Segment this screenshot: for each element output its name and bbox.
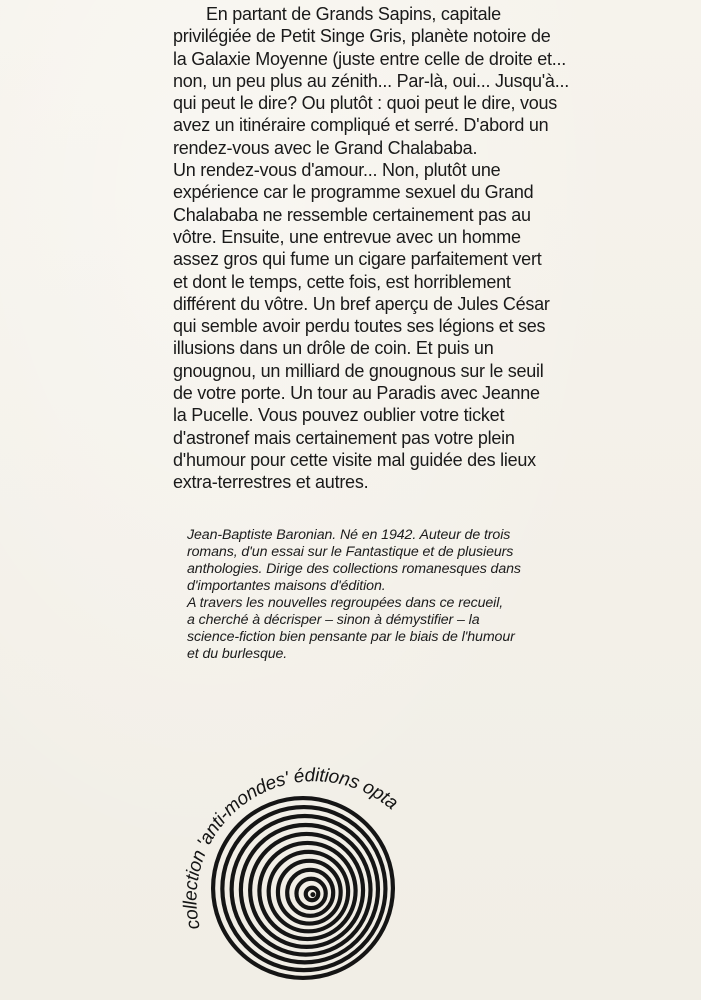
blurb-line: la Pucelle. Vous pouvez oublier votre ticket bbox=[173, 405, 505, 426]
bio-line: Jean-Baptiste Baronian. Né en 1942. Auteur de trois bbox=[187, 527, 511, 543]
blurb-line: rendez-vous avec le Grand Chalababa. bbox=[173, 137, 478, 158]
blurb-line: extra-terrestres et autres. bbox=[173, 472, 369, 493]
bio-line: a cherché à décrisper – sinon à démystifier – la bbox=[187, 612, 480, 628]
blurb-line: gnougnou, un milliard de gnougnous sur le seuil bbox=[173, 360, 544, 381]
blurb-line: illusions dans un drôle de coin. Et puis un bbox=[173, 338, 494, 359]
blurb-line: la Galaxie Moyenne (juste entre celle de droite et... bbox=[173, 48, 566, 69]
bio-line: romans, d'un essai sur le Fantastique et de plusieurs bbox=[187, 544, 514, 560]
blurb-line: privilégiée de Petit Singe Gris, planète notoire de bbox=[173, 26, 551, 47]
author-bio bbox=[187, 527, 667, 663]
blurb-line: d'astronef mais certainement pas votre plein bbox=[173, 427, 515, 448]
blurb-line: assez gros qui fume un cigare parfaitement vert bbox=[173, 249, 542, 270]
bio-line: et du burlesque. bbox=[187, 646, 288, 662]
bio-line: science-fiction bien pensante par le biais de l'humour bbox=[187, 629, 515, 645]
blurb-line: avez un itinéraire compliqué et serré. D'abord un bbox=[173, 115, 549, 136]
blurb-line: En partant de Grands Sapins, capitale bbox=[206, 4, 501, 24]
bio-line: d'importantes maisons d'édition. bbox=[187, 578, 386, 594]
publisher-logo bbox=[178, 738, 428, 988]
blurb-line: qui peut le dire? Ou plutôt : quoi peut le dire, vous bbox=[173, 93, 558, 114]
logo-arc-textpath: collection 'anti-mondes' éditions opta bbox=[180, 765, 402, 932]
blurb-line: qui semble avoir perdu toutes ses légions et ses bbox=[173, 316, 546, 337]
blurb-line: Chalababa ne ressemble certainement pas au bbox=[173, 204, 531, 225]
blurb-line: différent du vôtre. Un bref aperçu de Jules César bbox=[173, 293, 550, 314]
cover-blurb bbox=[173, 3, 673, 494]
blurb-line: d'humour pour cette visite mal guidée des lieux bbox=[173, 449, 536, 470]
blurb-line: et dont le temps, cette fois, est horriblement bbox=[173, 271, 511, 292]
logo-rings bbox=[213, 798, 393, 978]
blurb-line: expérience car le programme sexuel du Grand bbox=[173, 182, 534, 203]
blurb-line: Un rendez-vous d'amour... Non, plutôt une bbox=[173, 160, 501, 181]
blurb-line: vôtre. Ensuite, une entrevue avec un homme bbox=[173, 226, 521, 247]
blurb-line: de votre porte. Un tour au Paradis avec Jeanne bbox=[173, 383, 540, 404]
bio-line: anthologies. Dirige des collections romanesques dans bbox=[187, 561, 521, 577]
spiral-target-logo-icon bbox=[178, 738, 428, 988]
blurb-line: non, un peu plus au zénith... Par-là, oui... Jusqu'à... bbox=[173, 70, 569, 91]
logo-center-dot bbox=[310, 892, 315, 897]
bio-line: A travers les nouvelles regroupées dans ce recueil, bbox=[187, 595, 504, 611]
